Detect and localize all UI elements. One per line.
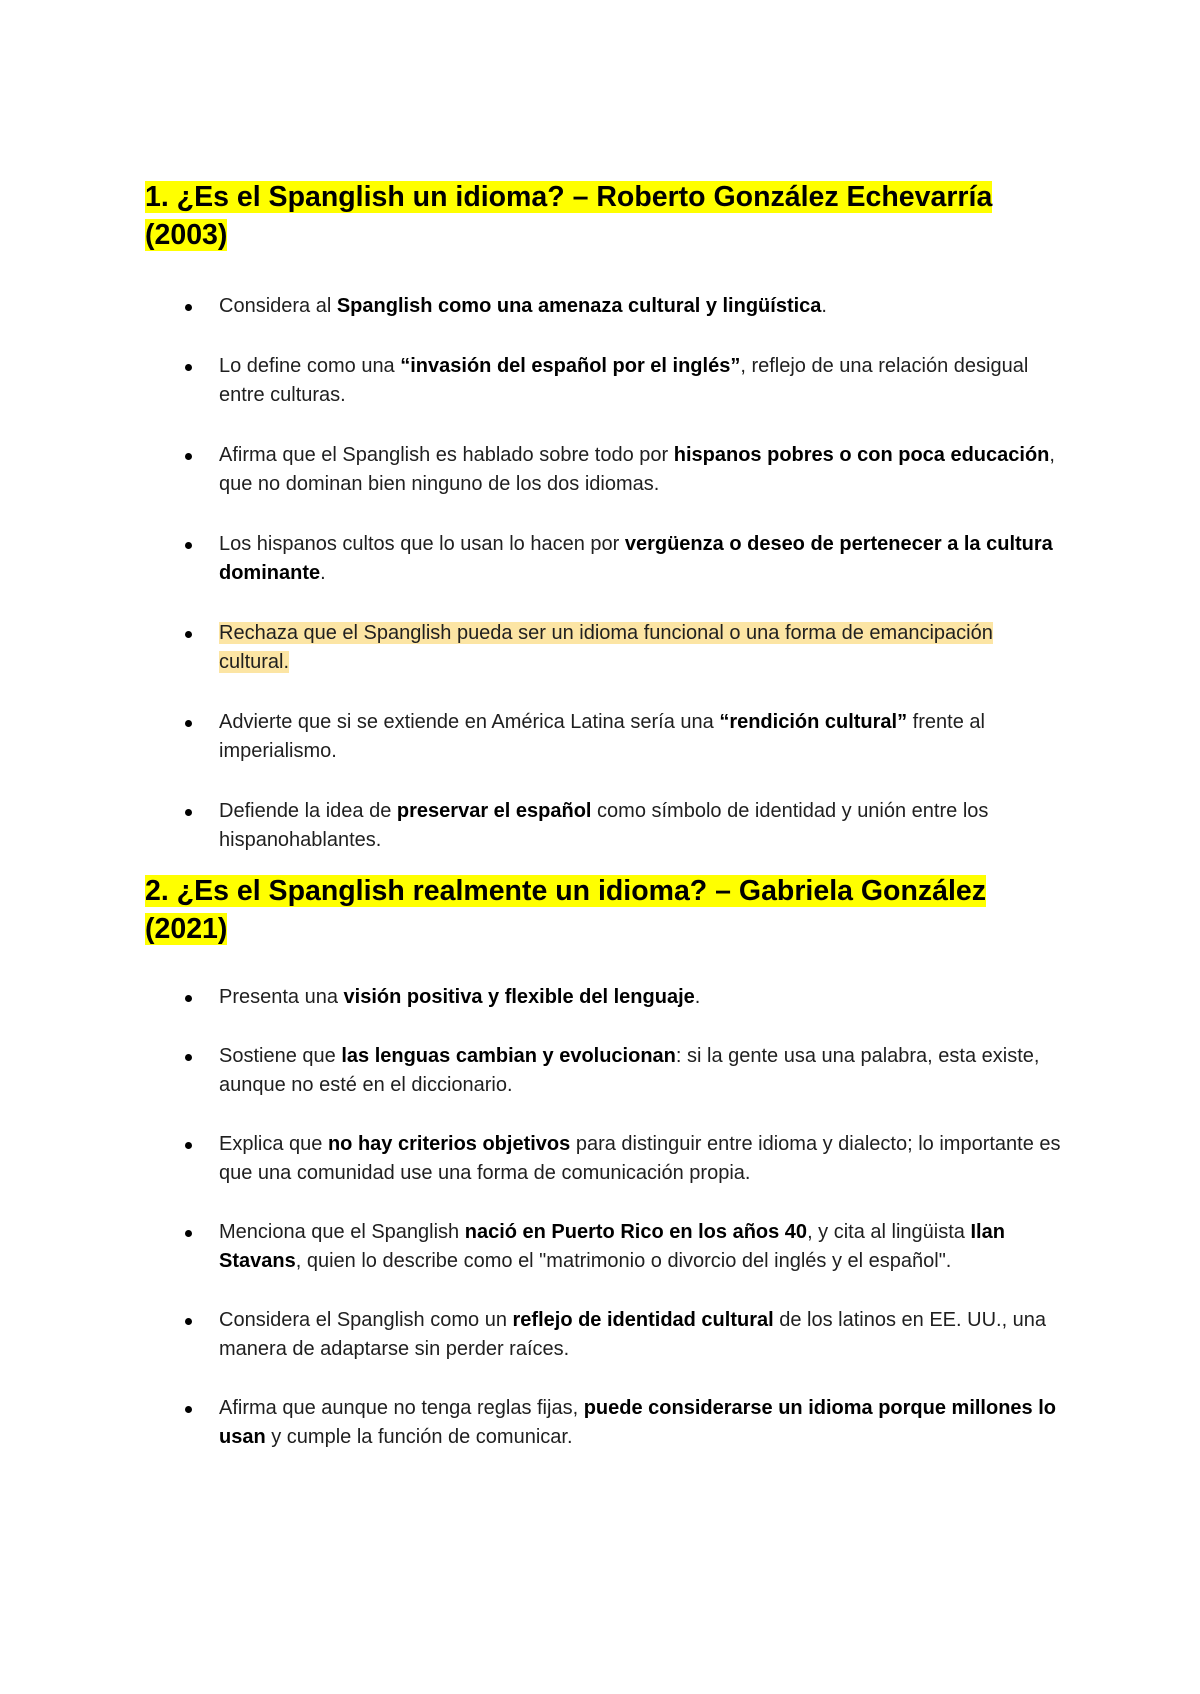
- item-bold-text: hispanos pobres o con poca educación: [673, 443, 1050, 466]
- item-text: y cumple la función de comunicar.: [265, 1426, 573, 1448]
- item-bold-text: preservar el español: [396, 799, 592, 822]
- item-text: Explica que: [219, 1132, 328, 1155]
- bullet-dot-icon: [185, 631, 192, 638]
- heading-line-1: 1. ¿Es el Spanglish un idioma? – Roberto González Echevarría: [145, 181, 993, 213]
- item-bold-text: reflejo de identidad cultural: [512, 1308, 774, 1331]
- item-text: , reflejo de una relación desigual entre culturas.: [219, 354, 1029, 406]
- item-text: Considera el Spanglish como un: [219, 1308, 513, 1331]
- section-heading: [145, 872, 1065, 948]
- item-text: , que no dominan bien ninguno de los dos idiomas.: [219, 443, 1055, 495]
- section-gonzalez-echevarria: [145, 178, 1065, 856]
- item-bold-text: “invasión del español por el inglés”: [400, 354, 741, 377]
- bullet-dot-icon: [185, 809, 192, 816]
- item-text: para distinguir entre idioma y dialecto; lo importante es que una comunidad use una forma de comunicación propia.: [219, 1132, 1061, 1184]
- list-item: [145, 1042, 1065, 1101]
- bullet-dot-icon: [185, 1406, 192, 1413]
- bullet-dot-icon: [185, 1142, 192, 1149]
- item-text: , y cita al lingüista: [807, 1220, 971, 1243]
- item-text: Defiende la idea de: [219, 799, 397, 822]
- item-text: Afirma que aunque no tenga reglas fijas,: [219, 1396, 584, 1419]
- bullet-dot-icon: [185, 1318, 192, 1325]
- list-item: [145, 797, 1065, 856]
- heading-line-1: 2. ¿Es el Spanglish realmente un idioma? – Gabriela González: [145, 875, 986, 907]
- list-item: [145, 1218, 1065, 1277]
- list-item: [145, 530, 1065, 589]
- bullet-dot-icon: [185, 995, 192, 1002]
- bullet-dot-icon: [185, 1054, 192, 1061]
- item-text: Advierte que si se extiende en América Latina sería una: [219, 710, 720, 733]
- item-text: Afirma que el Spanglish es hablado sobre todo por: [219, 443, 674, 466]
- item-bold-text: las lenguas cambian y evolucionan: [341, 1044, 676, 1067]
- bullet-list: [145, 983, 1065, 1453]
- item-text: como símbolo de identidad y unión entre los hispanohablantes.: [219, 799, 989, 851]
- bullet-dot-icon: [185, 1230, 192, 1237]
- list-item: [145, 1130, 1065, 1189]
- item-text: Menciona que el Spanglish: [219, 1220, 465, 1243]
- list-item: [145, 441, 1065, 500]
- item-bold-text: Spanglish como una amenaza cultural y lingüística: [336, 295, 822, 317]
- list-item: [145, 1394, 1065, 1453]
- item-text: , quien lo describe como el "matrimonio o divorcio del inglés y el español".: [295, 1250, 952, 1272]
- item-bold-text: vergüenza o deseo de pertenecer a la cultura dominante: [219, 532, 1053, 584]
- heading-highlight: [145, 875, 986, 945]
- item-bold-text: no hay criterios objetivos: [327, 1132, 571, 1155]
- item-text: .: [821, 295, 827, 317]
- item-bold-text: nació en Puerto Rico en los años 40: [464, 1220, 808, 1243]
- heading-highlight: [145, 181, 992, 251]
- heading-line-2: (2003): [145, 219, 228, 251]
- item-text: Lo define como una: [219, 354, 401, 377]
- section-heading: [145, 178, 1065, 254]
- item-bold-text: Ilan Stavans: [219, 1220, 1005, 1272]
- item-bold-text: puede considerarse un idioma porque millones lo usan: [219, 1396, 1057, 1448]
- item-text: .: [694, 986, 701, 1008]
- item-text: .: [320, 562, 326, 584]
- bullet-list: [145, 292, 1065, 856]
- item-text: frente al imperialismo.: [219, 710, 985, 762]
- item-text: Los hispanos cultos que lo usan lo hacen por: [219, 532, 625, 555]
- item-text: Considera al: [219, 295, 337, 317]
- item-text: Sostiene que: [219, 1044, 342, 1067]
- item-text: : si la gente usa una palabra, esta existe, aunque no esté en el diccionario.: [219, 1044, 1040, 1096]
- list-item: [145, 352, 1065, 411]
- list-item: [145, 983, 1065, 1013]
- bullet-dot-icon: [185, 542, 192, 549]
- highlighted-text: Rechaza que el Spanglish pueda ser un idioma funcional o una forma de emancipación cultural.: [219, 621, 993, 673]
- list-item: [145, 1306, 1065, 1365]
- item-bold-text: “rendición cultural”: [719, 710, 908, 733]
- item-bold-text: visión positiva y flexible del lenguaje: [343, 986, 695, 1008]
- list-item: [145, 292, 1065, 322]
- bullet-dot-icon: [185, 453, 192, 460]
- bullet-dot-icon: [185, 304, 192, 311]
- section-gabriela-gonzalez: [145, 872, 1065, 1453]
- list-item: [145, 708, 1065, 767]
- heading-line-2: (2021): [145, 913, 228, 945]
- bullet-dot-icon: [185, 720, 192, 727]
- item-text: Presenta una: [219, 986, 344, 1008]
- bullet-dot-icon: [185, 364, 192, 371]
- item-text: de los latinos en EE. UU., una manera de adaptarse sin perder raíces.: [219, 1308, 1047, 1360]
- list-item-highlighted: [145, 619, 1065, 678]
